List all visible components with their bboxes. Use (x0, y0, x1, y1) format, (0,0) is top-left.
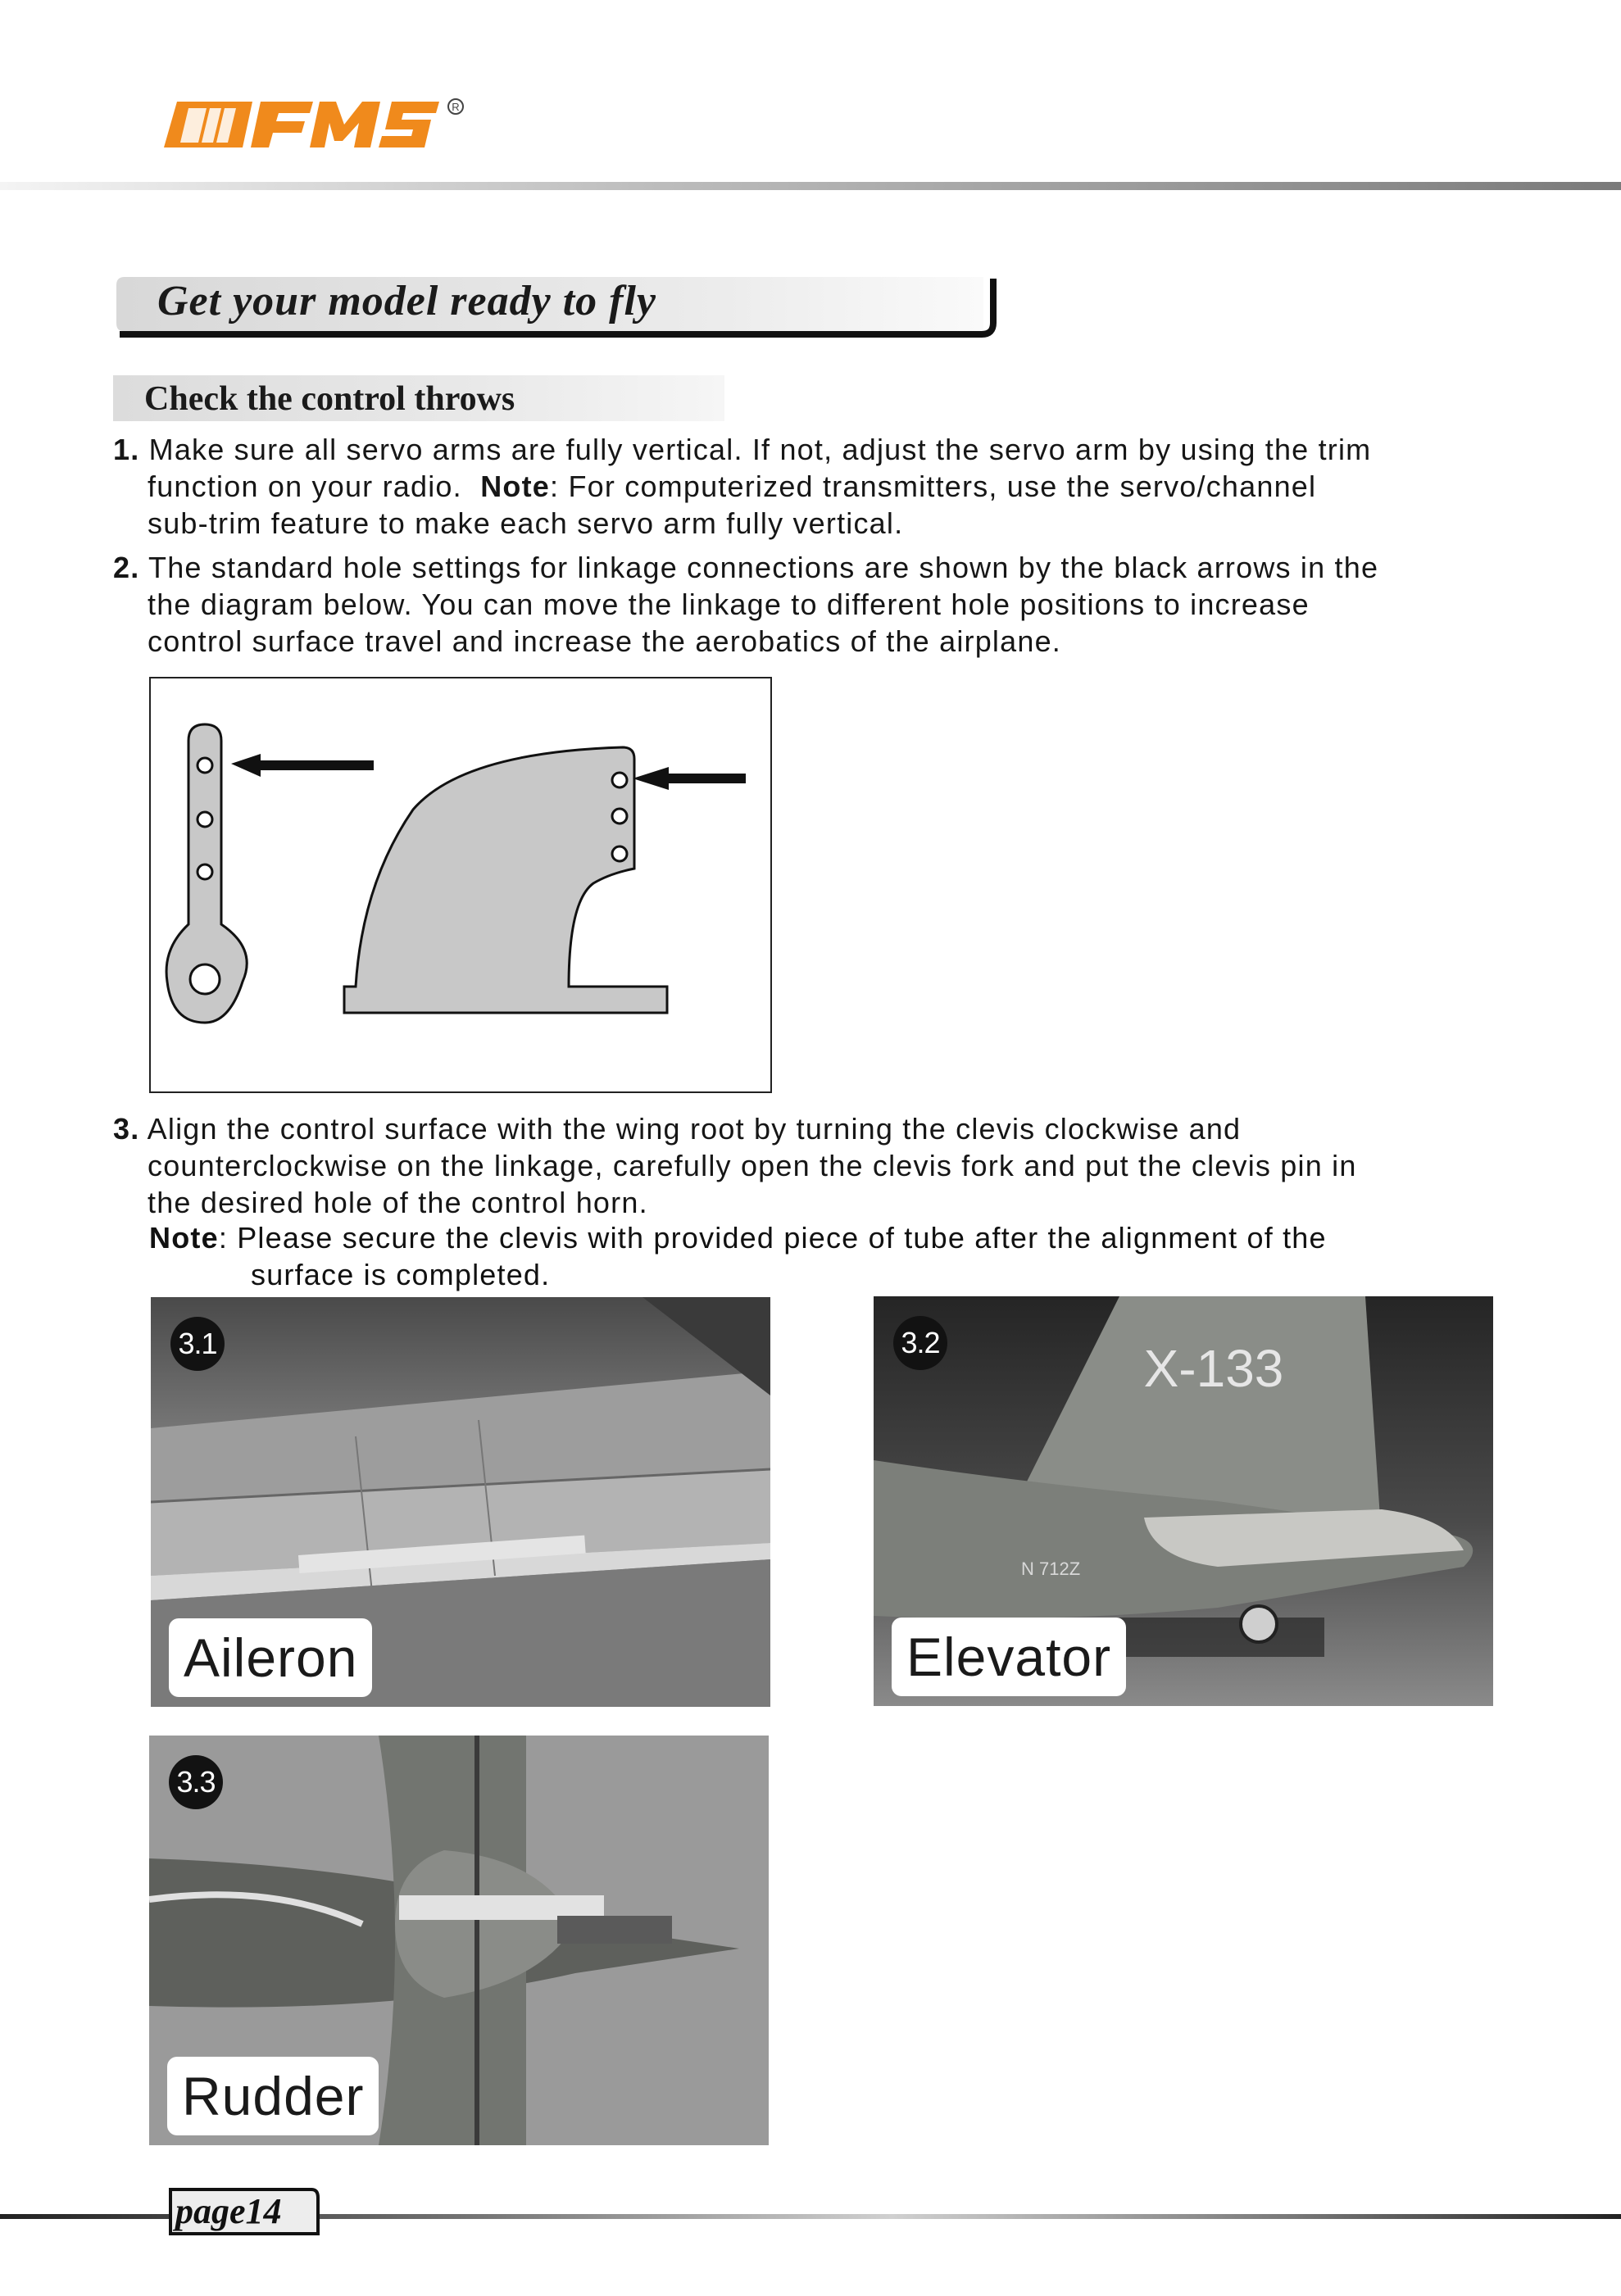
step-text: Align the control surface with the wing root by turning the clevis clockwise and (147, 1112, 1242, 1146)
step-1 (113, 431, 1539, 542)
control-horn (344, 747, 667, 1013)
step-text-line: control surface travel and increase the aerobatics of the airplane. (148, 624, 1061, 658)
fms-logo (161, 92, 505, 157)
step-text-line: sub-trim feature to make each servo arm fully vertical. (148, 506, 904, 540)
servo-arrow (231, 754, 374, 777)
logo-wing-mark (164, 102, 252, 147)
step-text: function on your radio. (148, 470, 481, 503)
servo-hole-top (198, 758, 212, 773)
note-label: Note (480, 470, 551, 503)
subsection-title: Check the control throws (144, 380, 515, 418)
note-label: Note (149, 1221, 219, 1255)
step-text-line: counterclockwise on the linkage, carefully open the clevis fork and put the clevis pin in (148, 1149, 1357, 1182)
tail-code: X-133 (1143, 1339, 1284, 1398)
horn-hole-top (612, 773, 627, 787)
horn-hole-middle (612, 809, 627, 824)
logo-wordmark (251, 102, 439, 147)
step-text-line: the desired hole of the control horn. (148, 1186, 648, 1219)
page-number: page14 (175, 2191, 282, 2231)
photo-label: Elevator (892, 1618, 1126, 1696)
step-text-line (113, 468, 1539, 505)
horn-arrow (633, 767, 746, 790)
photo-label: Aileron (169, 1618, 372, 1697)
step-number: 2. (113, 551, 140, 584)
step-number: 1. (113, 433, 140, 466)
photo-badge: 3.3 (169, 1755, 223, 1809)
servo-hole-middle (198, 812, 212, 827)
step-text: Make sure all servo arms are fully vertical. If not, adjust the servo arm by using the trim (148, 433, 1372, 466)
photo-badge: 3.2 (893, 1316, 947, 1370)
clevis-note (149, 1219, 1542, 1293)
note-text: : Please secure the clevis with provided piece of tube after the alignment of the (218, 1221, 1327, 1255)
note-text: surface is completed. (251, 1258, 551, 1291)
registered-mark (448, 99, 463, 114)
rudder-photo (149, 1736, 769, 2145)
step-text: The standard hole settings for linkage connections are shown by the black arrows in the (148, 551, 1379, 584)
section-title: Get your model ready to fly (157, 278, 656, 324)
step-number: 3. (113, 1112, 140, 1146)
header-rule (0, 182, 1621, 190)
registration-text: N 712Z (1021, 1559, 1081, 1579)
servo-hole-bottom (198, 864, 212, 879)
elevator-photo (874, 1296, 1493, 1706)
servo-arm (166, 724, 247, 1023)
aileron-photo (151, 1297, 770, 1707)
photo-label: Rudder (167, 2057, 379, 2135)
servo-hub (190, 964, 220, 994)
horn-hole-bottom (612, 846, 627, 861)
step-text-line: the diagram below. You can move the linkage to different hole positions to increase (148, 588, 1310, 621)
step-2 (113, 549, 1539, 660)
linkage-hole-diagram (149, 677, 772, 1093)
photo-badge: 3.1 (170, 1317, 225, 1371)
svg-text:R: R (452, 101, 460, 113)
step-3 (113, 1110, 1539, 1221)
step-text: : For computerized transmitters, use the servo/channel (550, 470, 1317, 503)
